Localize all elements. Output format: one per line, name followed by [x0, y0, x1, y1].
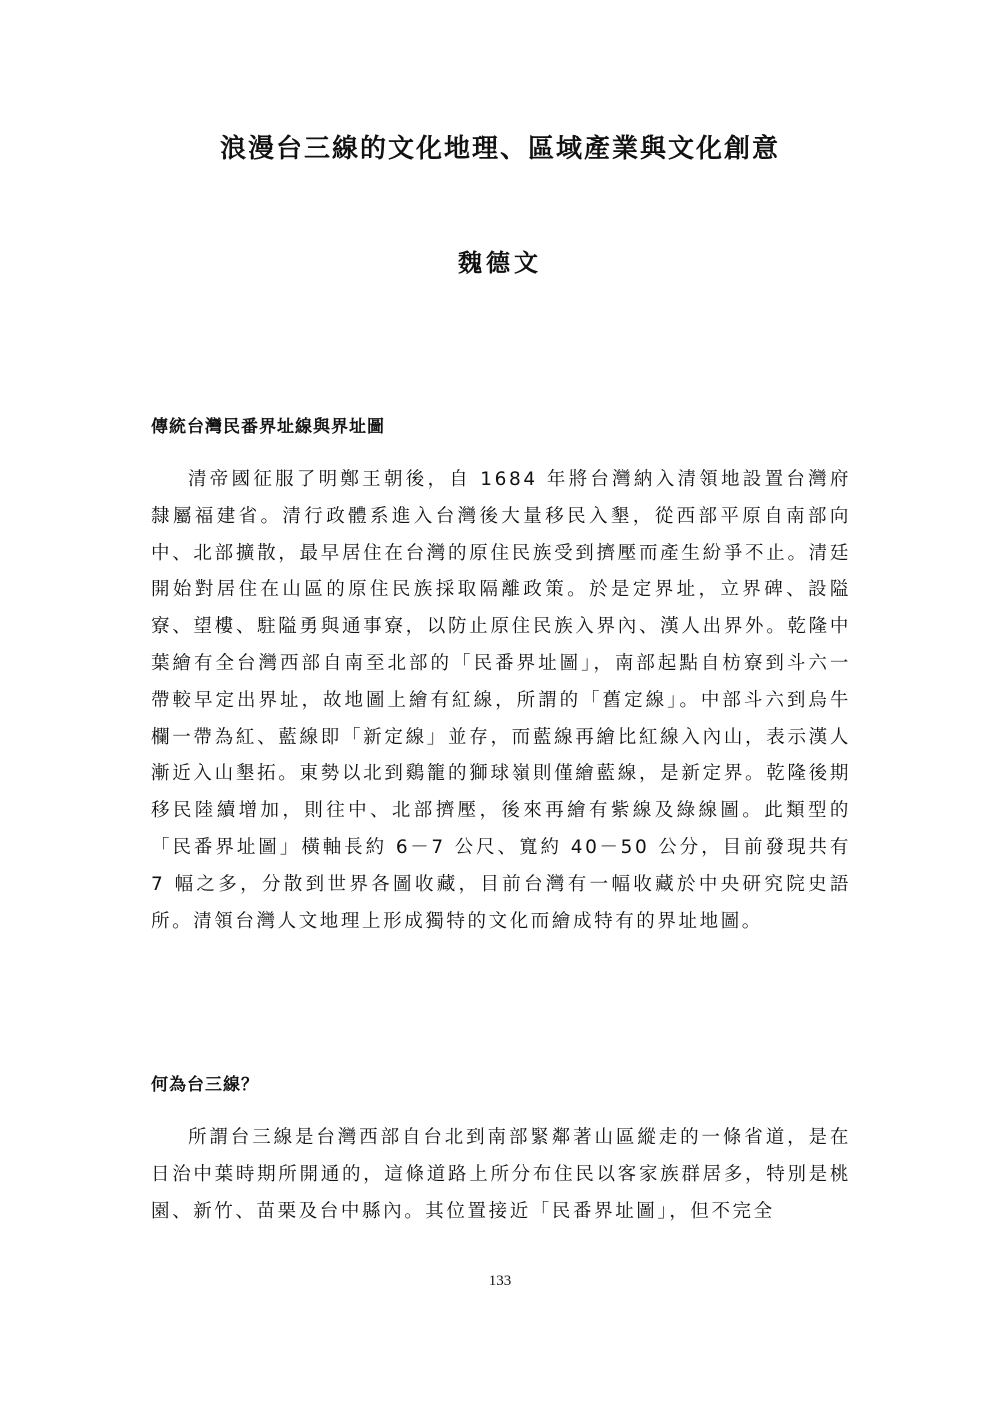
- paper-title: 浪漫台三線的文化地理、區域產業與文化創意: [219, 134, 780, 164]
- section-heading-boundary-line: 傳統台灣民番界址線與界址圖: [151, 417, 385, 437]
- section-paragraph-boundary-line: 清帝國征服了明鄭王朝後，自 1684 年將台灣納入清領地設置台灣府隸屬福建省。清行政體系進入台灣後大量移民入墾，從西部平原自南部向中、北部擴散，最早居住在台灣的原住民族受到擠壓而產生紛爭不止。清廷開始對居住在山區的原住民族採取隔離政策。於是定界址，立界碑、設隘寮、望樓、駐隘勇與通事寮，以防止原住民族入界內、漢人出界外。乾隆中葉繪有全台灣西部自南至北部的「民番界址圖」，南部起點自枋寮到斗六一帶較早定出界址，故地圖上繪有紅線，所謂的「舊定線」。中部斗六到烏牛欄一帶為紅、藍線即「新定線」並存，而藍線再繪比紅線入內山，表示漢人漸近入山墾拓。東勢以北到鷄籠的獅球嶺則僅繪藍線，是新定界。乾隆後期移民陸續增加，則往中、北部擠壓，後來再繪有紫線及綠線圖。此類型的「民番界址圖」橫軸長約 6－7 公尺、寬約 40－50 公分，目前發現共有 7 幅之多，分散到世界各圖收藏，目前台灣有一幅收藏於中央研究院史語所。清領台灣人文地理上形成獨特的文化而繪成特有的界址地圖。: [151, 469, 851, 932]
- page-number: 133: [488, 1273, 512, 1289]
- section-paragraph-provincial-highway-3: 所謂台三線是台灣西部自台北到南部緊鄰著山區縱走的一條省道，是在日治中葉時期所開通的，這條道路上所分布住民以客家族群居多，特別是桃園、新竹、苗栗及台中縣內。其位置接近「民番界址圖」，但不完全: [151, 1127, 851, 1222]
- author-name: 魏德文: [458, 249, 542, 277]
- section-heading-provincial-highway-3: 何為台三線？: [151, 1075, 259, 1095]
